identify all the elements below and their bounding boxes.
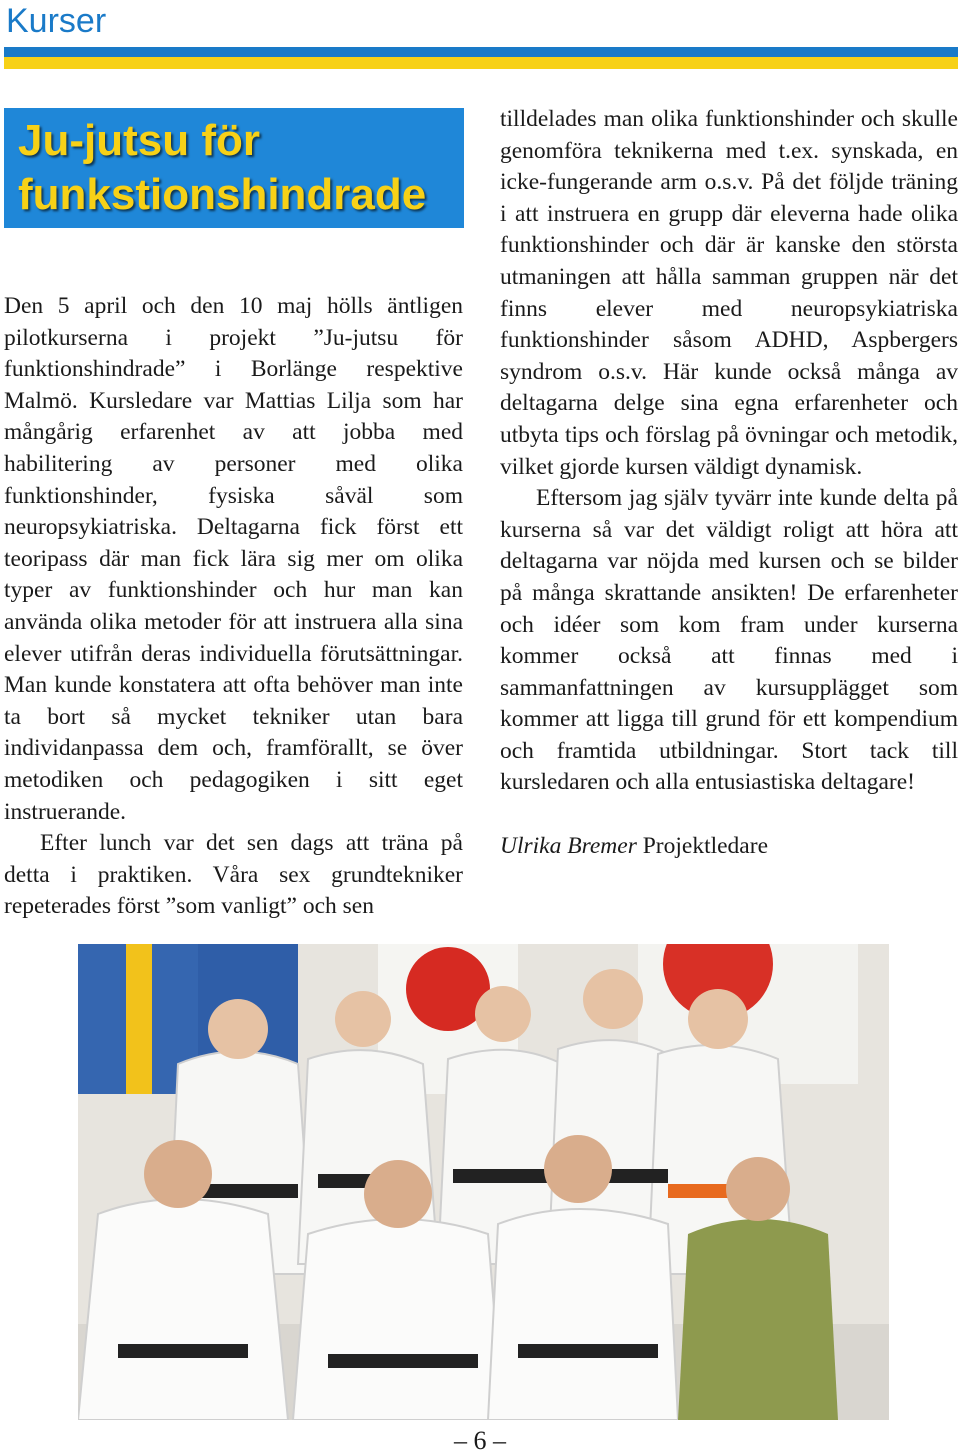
article-title-line-1: Ju-jutsu för [18,116,260,165]
header-rule-yellow [4,57,958,69]
signature-role: Projektledare [642,833,768,860]
right-paragraph-2: Eftersom jag själv tyvärr inte kunde delta på kurserna så var det väldigt roligt att höra att deltagarna var nöjda med kursen och se bilder på många skrattande ansikten! De erfarenheter och idéer som kom fram under kurserna kommer också att finnas med i sammanfattningen av kursupplägget som kommer att ligga till grund för ett kompendium och framtida utbildningar. Stort tack till kursledaren och alla entusiastiska deltagare! [500,485,958,796]
left-paragraph-2: Efter lunch var det sen dags att träna på detta i praktiken. Våra sex grundtekniker repeterades först ”som vanligt” och sen [4,830,463,920]
left-paragraph-1: Den 5 april och den 10 maj hölls äntligen pilotkurserna i projekt ”Ju-jutsu för funktionshindrade” i Borlänge respektive Malmö. Kursledare var Mattias Lilja som har mångårig erfarenhet av att jobba med habilitering av personer med olika funktionshinder, fysiska såväl som neuropsykiatriska. Deltagarna fick först ett teoripass där man fick lära sig mer om olika typer av funktionshinder och hur man kan använda olika metoder för att instruera alla sina elever utifrån deras individuella förutsättningar. Man kunde konstatera att ofta behöver man inte ta bort så mycket tekniker utan bara individanpassa dem och, framförallt, se över metodiken och pedagogiken i sitt eget instruerande. [4,293,463,825]
left-column [4,291,463,923]
group-photo [78,944,889,1420]
article-title-line-2: funkstionshindrade [18,170,427,219]
signature [500,831,958,863]
group-photo-illustration [78,944,889,1420]
page-number: – 6 – [454,1426,506,1455]
right-column [500,104,958,863]
right-paragraph-1: tilldelades man olika funktionshinder och skulle genomföra teknikerna med t.ex. synskada, en icke-fungerande arm o.s.v. På det följde träning i att instruera en grupp där eleverna hade olika funktionshinder och där är kanske den största utmaningen att hålla samman gruppen när det finns elever med neuropsykiatriska funktionshinder såsom ADHD, Aspbergers syndrom o.s.v. Här kunde också många av deltagarna delge sina egna erfarenheter och utbyta tips och förslag på övningar och metodik, vilket gjorde kursen väldigt dynamisk. [500,106,958,480]
article-title-box [4,108,464,228]
header-rule-blue [4,47,958,57]
signature-name: Ulrika Bremer [500,833,637,860]
section-label: Kurser [6,2,107,40]
